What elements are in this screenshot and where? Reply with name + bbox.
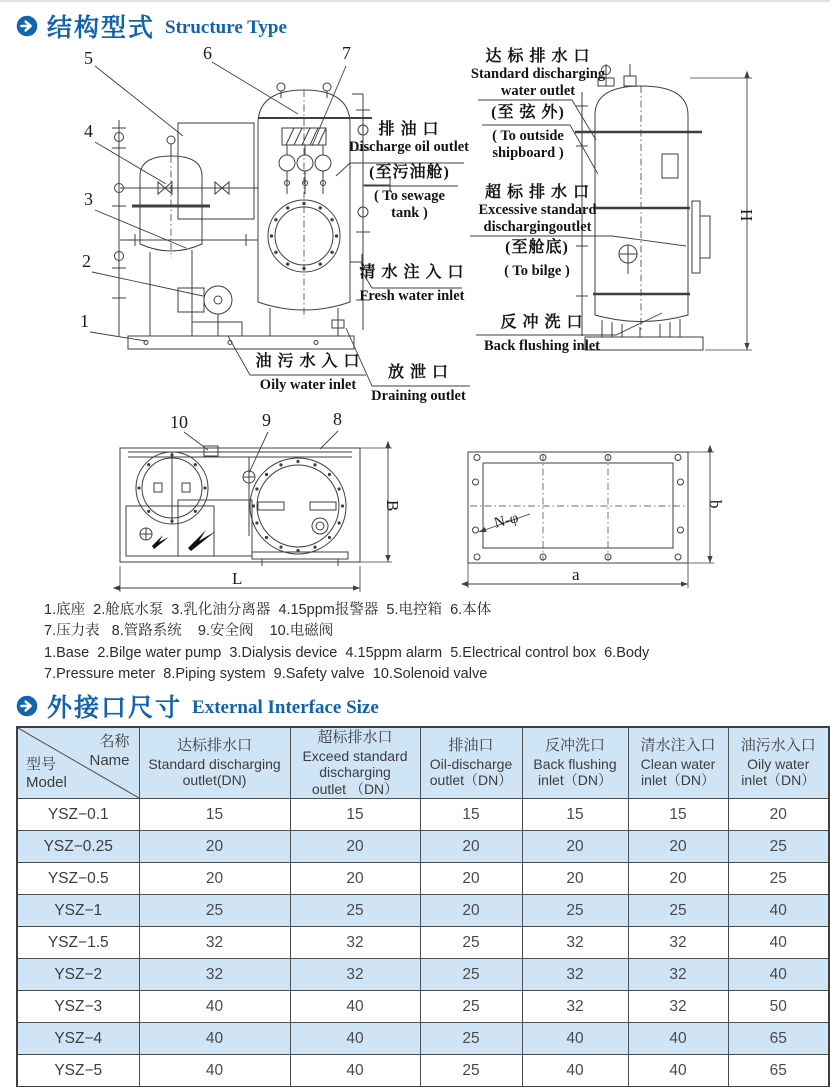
value-cell: 25	[628, 895, 728, 927]
value-cell: 40	[290, 991, 420, 1023]
value-cell: 32	[628, 991, 728, 1023]
value-cell: 20	[628, 831, 728, 863]
value-cell: 20	[139, 863, 290, 895]
section-header-external-interface-size	[16, 688, 379, 724]
callout-number-4: 4	[84, 121, 93, 141]
dim-a: a	[572, 565, 580, 584]
callout-number-3: 3	[84, 189, 93, 209]
col-header-standard-discharging: 达标排水口 Standard discharging outlet(DN)	[139, 727, 290, 799]
col-header-oil-discharge: 排油口 Oil-discharge outlet（DN）	[420, 727, 522, 799]
section-title-en: Structure Type	[165, 16, 287, 38]
value-cell: 32	[522, 959, 628, 991]
callout-number-5: 5	[84, 48, 93, 68]
value-cell: 15	[420, 799, 522, 831]
dim-b: b	[706, 500, 725, 509]
callout-number-8: 8	[333, 409, 342, 429]
model-cell: YSZ−0.5	[17, 863, 139, 895]
value-cell: 40	[728, 927, 829, 959]
parts-list-cn-line2: 7.压力表 8.管路系统 9.安全阀 10.电磁阀	[44, 623, 334, 640]
value-cell: 20	[728, 799, 829, 831]
table-row	[17, 1023, 829, 1055]
value-cell: 25	[420, 1023, 522, 1055]
value-cell: 25	[728, 831, 829, 863]
arrow-bullet-icon	[16, 695, 38, 717]
value-cell: 20	[290, 863, 420, 895]
model-cell: YSZ−0.25	[17, 831, 139, 863]
value-cell: 20	[420, 863, 522, 895]
value-cell: 20	[139, 831, 290, 863]
value-cell: 32	[139, 927, 290, 959]
value-cell: 25	[139, 895, 290, 927]
value-cell: 20	[420, 831, 522, 863]
external-interface-size-table	[16, 726, 830, 1087]
value-cell: 25	[420, 959, 522, 991]
table-row	[17, 927, 829, 959]
value-cell: 32	[628, 959, 728, 991]
label-excessive-standard-discharging-outlet: 超 标 排 水 口 Excessive standard dischargingoutlet	[478, 184, 597, 235]
col-header-oily-water: 油污水入口 Oily water inlet（DN）	[728, 727, 829, 799]
value-cell: 40	[628, 1055, 728, 1087]
value-cell: 40	[628, 1023, 728, 1055]
value-cell: 25	[728, 863, 829, 895]
value-cell: 25	[522, 895, 628, 927]
label-fresh-water-inlet: 清 水 注 入 口 Fresh water inlet	[359, 264, 465, 305]
callout-number-6: 6	[203, 43, 212, 63]
col-header-clean-water: 清水注入口 Clean water inlet（DN）	[628, 727, 728, 799]
callout-number-7: 7	[342, 43, 351, 63]
value-cell: 32	[522, 927, 628, 959]
callout-number-2: 2	[82, 251, 91, 271]
value-cell: 50	[728, 991, 829, 1023]
value-cell: 40	[728, 895, 829, 927]
value-cell: 20	[628, 863, 728, 895]
value-cell: 25	[420, 927, 522, 959]
model-cell: YSZ−3	[17, 991, 139, 1023]
value-cell: 65	[728, 1055, 829, 1087]
table-header-row	[17, 727, 829, 799]
corner-header-cell	[17, 727, 139, 799]
value-cell: 25	[290, 895, 420, 927]
label-to-outside-shipboard: (至 弦 外) ( To outside shipboard )	[491, 104, 565, 161]
value-cell: 40	[728, 959, 829, 991]
top-view-drawing	[120, 446, 392, 592]
value-cell: 32	[290, 959, 420, 991]
value-cell: 40	[139, 1023, 290, 1055]
col-header-back-flushing: 反冲洗口 Back flushing inlet（DN）	[522, 727, 628, 799]
model-cell: YSZ−5	[17, 1055, 139, 1087]
section-title-cn: 外接口尺寸	[47, 694, 183, 722]
section-title-en: External Interface Size	[192, 696, 379, 718]
value-cell: 40	[290, 1023, 420, 1055]
dim-H: H	[737, 209, 756, 222]
table-row	[17, 831, 829, 863]
callout-number-10: 10	[170, 412, 188, 432]
label-to-sewage-tank: (至污油舱) ( To sewage tank )	[369, 164, 450, 221]
value-cell: 15	[139, 799, 290, 831]
model-cell: YSZ−2	[17, 959, 139, 991]
label-back-flushing-inlet: 反 冲 洗 口 Back flushing inlet	[483, 314, 601, 355]
col-header-exceed-standard: 超标排水口 Exceed standard discharging outlet （DN）	[290, 727, 420, 799]
parts-list-en-line2: 7.Pressure meter 8.Piping system 9.Safety valve 10.Solenoid valve	[44, 666, 488, 683]
value-cell: 32	[290, 927, 420, 959]
label-standard-discharging-outlet: 达 标 排 水 口 Standard discharging water outlet	[470, 48, 606, 99]
model-cell: YSZ−0.1	[17, 799, 139, 831]
dim-L: L	[232, 569, 243, 588]
value-cell: 20	[290, 831, 420, 863]
scan-edge	[0, 0, 830, 2]
value-cell: 20	[522, 863, 628, 895]
value-cell: 40	[139, 1055, 290, 1087]
label-to-bilge: (至舱底) ( To bilge )	[504, 239, 570, 280]
table-row	[17, 991, 829, 1023]
label-draining-outlet: 放 泄 口 Draining outlet	[371, 364, 466, 405]
structure-drawing-area	[0, 36, 830, 600]
model-cell: YSZ−1	[17, 895, 139, 927]
value-cell: 15	[628, 799, 728, 831]
label-oily-water-inlet: 油 污 水 入 口 Oily water inlet	[255, 353, 361, 394]
table-row	[17, 959, 829, 991]
corner-name-label: 名称 Name	[89, 733, 130, 769]
parts-list-en-line1: 1.Base 2.Bilge water pump 3.Dialysis device 4.15ppm alarm 5.Electrical control box 6.Body	[44, 644, 650, 661]
corner-model-label: 型号 Model	[26, 755, 67, 792]
callout-number-9: 9	[262, 410, 271, 430]
value-cell: 20	[420, 895, 522, 927]
value-cell: 25	[420, 1055, 522, 1087]
value-cell: 40	[290, 1055, 420, 1087]
dim-n-phi: N-φ	[492, 510, 521, 532]
callout-number-1: 1	[80, 311, 89, 331]
value-cell: 15	[290, 799, 420, 831]
value-cell: 20	[522, 831, 628, 863]
value-cell: 15	[522, 799, 628, 831]
dim-B: B	[383, 500, 402, 512]
label-discharge-oil-outlet: 排 油 口 Discharge oil outlet	[348, 121, 469, 156]
arrow-bullet-icon	[16, 15, 38, 37]
value-cell: 32	[139, 959, 290, 991]
table-row	[17, 799, 829, 831]
value-cell: 40	[522, 1055, 628, 1087]
value-cell: 40	[139, 991, 290, 1023]
value-cell: 40	[522, 1023, 628, 1055]
value-cell: 32	[522, 991, 628, 1023]
value-cell: 65	[728, 1023, 829, 1055]
parts-list	[44, 600, 649, 686]
value-cell: 25	[420, 991, 522, 1023]
table-row	[17, 863, 829, 895]
table-row	[17, 895, 829, 927]
external-interface-size-table-wrap	[16, 726, 828, 1087]
table-row	[17, 1055, 829, 1087]
value-cell: 32	[628, 927, 728, 959]
model-cell: YSZ−4	[17, 1023, 139, 1055]
parts-list-cn-line1: 1.底座 2.舱底水泵 3.乳化油分离器 4.15ppm报警器 5.电控箱 6.本体	[44, 602, 492, 618]
section-title-cn: 结构型式	[47, 14, 156, 42]
model-cell: YSZ−1.5	[17, 927, 139, 959]
